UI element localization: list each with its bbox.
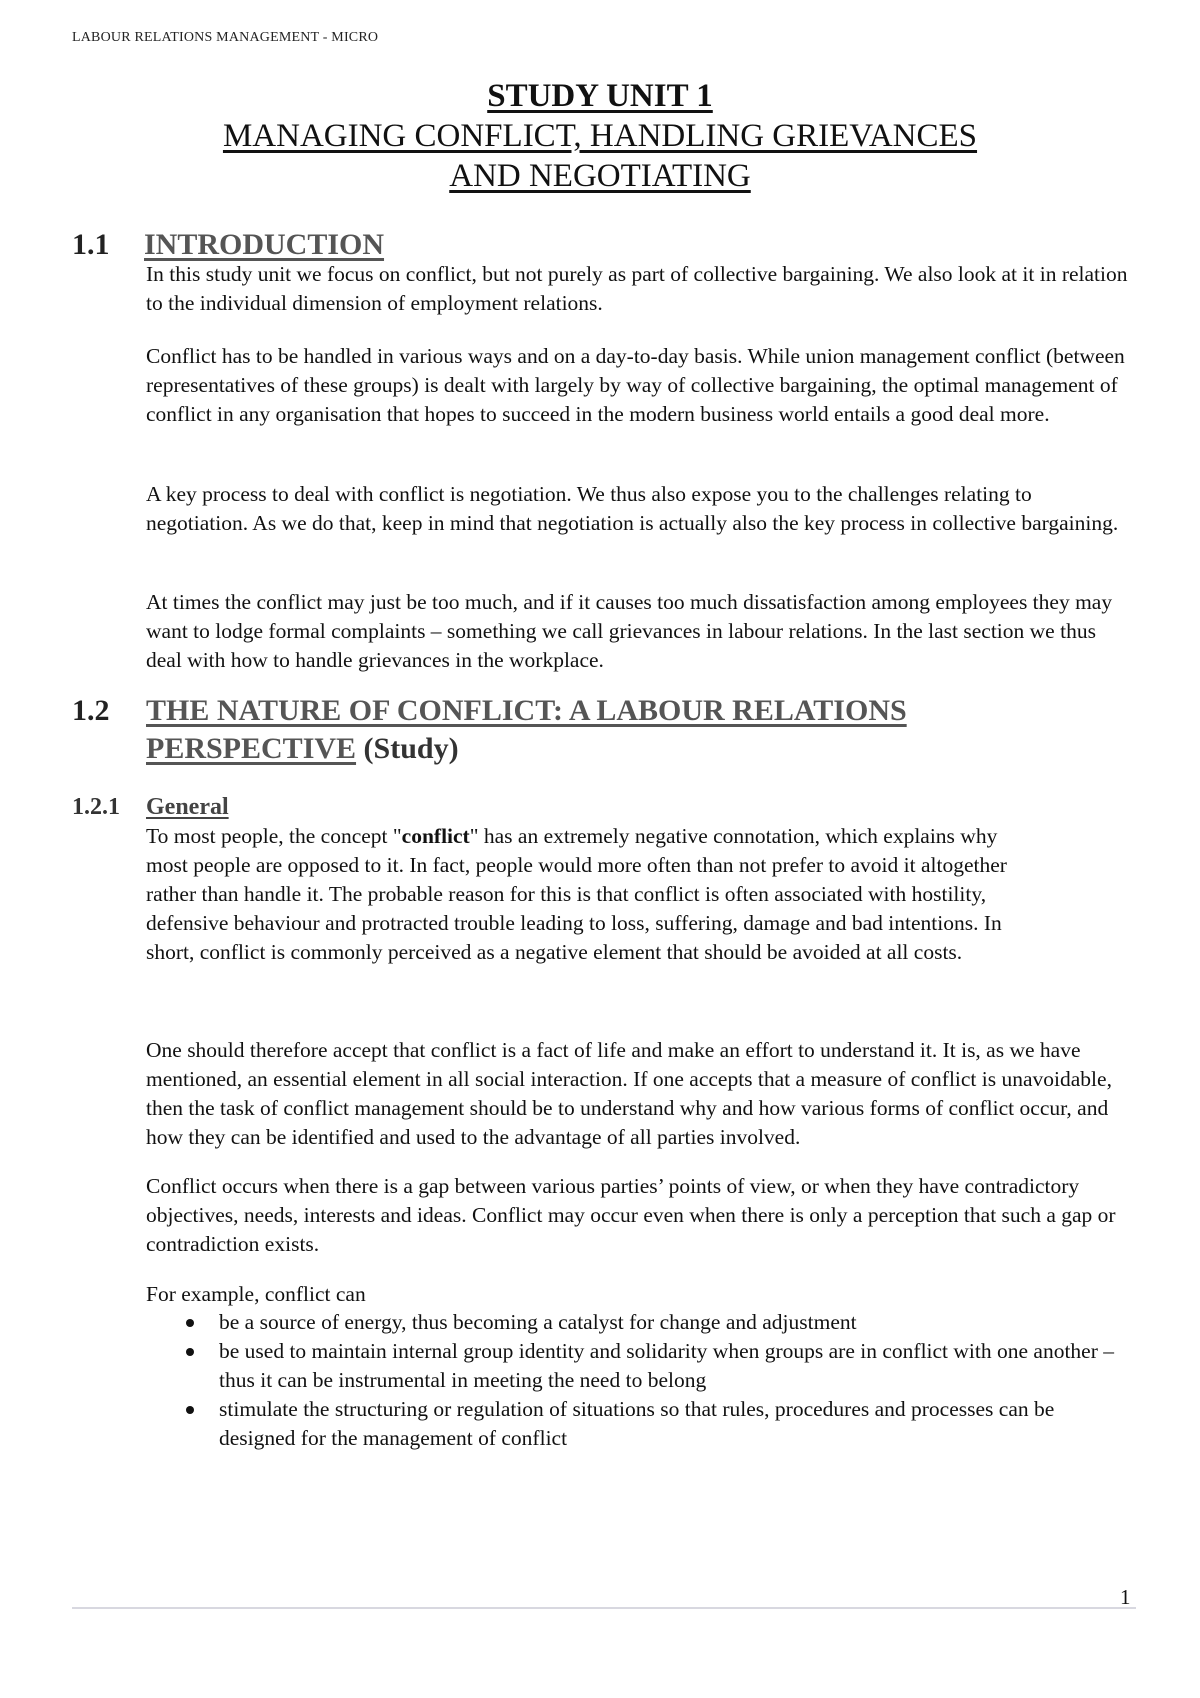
section-title-wrap [146, 694, 1046, 766]
list-item-text: stimulate the structuring or regulation of situations so that rules, procedures and processes can be designed for the management of conflict [219, 1397, 1055, 1450]
section-title: INTRODUCTION [144, 228, 385, 261]
general-paragraph-3: Conflict occurs when there is a gap between various parties’ points of view, or when they have contradictory objectives, needs, interests and ideas. Conflict may occur even when there is only a perception that such a gap or contradiction exists. [146, 1174, 1116, 1256]
list-item [146, 1337, 1136, 1395]
conflict-benefits-list [146, 1308, 1136, 1453]
document-title [0, 76, 1200, 196]
text-run: To most people, the concept " [146, 824, 402, 848]
bullet-icon [186, 1348, 194, 1356]
subsection-number: 1.2.1 [72, 794, 120, 820]
subsection-heading-1-2-1 [72, 794, 229, 821]
bullet-icon [186, 1406, 194, 1414]
general-paragraph-4: For example, conflict can [146, 1282, 366, 1306]
section-title-line-2: PERSPECTIVE [146, 732, 357, 765]
text-run: " has an extremely negative connotation, which explains why most people are opposed to it. In fact, people would more often than not prefer to avoid it altogether rather than handle it. The probable reason for this is that conflict is often associated with hostility, defensive behaviour and protracted trouble leading to loss, suffering, damage and bad intentions. In short, conflict is commonly perceived as a negative element that should be avoided at all costs. [146, 824, 1007, 964]
intro-paragraph-3: A key process to deal with conflict is negotiation. We thus also expose you to the challenges relating to negotiation. As we do that, keep in mind that negotiation is actually also the key process in collective bargaining. [146, 482, 1119, 535]
intro-paragraph-4: At times the conflict may just be too much, and if it causes too much dissatisfaction among employees they may want to lodge formal complaints – something we call grievances in labour relations. In the last section we thus deal with how to handle grievances in the workplace. [146, 590, 1113, 672]
study-tag: (Study) [363, 732, 459, 765]
study-unit-title: STUDY UNIT 1 [487, 78, 713, 114]
title-line-2: MANAGING CONFLICT, HANDLING GRIEVANCES [222, 118, 978, 154]
page-number: 1 [1120, 1585, 1131, 1609]
emphasis-term: conflict [401, 824, 470, 848]
title-line-3: AND NEGOTIATING [449, 158, 751, 194]
general-paragraph-1 [146, 822, 1026, 967]
footer-divider [72, 1607, 1136, 1609]
intro-paragraph-1: In this study unit we focus on conflict, but not purely as part of collective bargaining. We also look at it in relation to the individual dimension of employment relations. [146, 262, 1128, 315]
section-number: 1.1 [72, 228, 110, 261]
section-title-line-1: THE NATURE OF CONFLICT: A LABOUR RELATIONS [146, 694, 907, 727]
subsection-title: General [146, 794, 229, 820]
section-number: 1.2 [72, 694, 110, 727]
running-header: LABOUR RELATIONS MANAGEMENT - MICRO [72, 30, 379, 45]
section-heading-1-2 [72, 694, 907, 765]
list-item [146, 1395, 1136, 1453]
section-heading-1-1 [72, 228, 384, 262]
list-item-text: be used to maintain internal group identity and solidarity when groups are in conflict with one another – thus it can be instrumental in meeting the need to belong [219, 1339, 1115, 1392]
bullet-icon [186, 1319, 194, 1327]
intro-paragraph-2: Conflict has to be handled in various ways and on a day-to-day basis. While union management conflict (between representatives of these groups) is dealt with largely by way of collective bargaining, the optimal management of conflict in any organisation that hopes to succeed in the modern business world entails a good deal more. [146, 344, 1125, 426]
general-paragraph-2: One should therefore accept that conflict is a fact of life and make an effort to understand it. It is, as we have mentioned, an essential element in all social interaction. If one accepts that a measure of conflict is unavoidable, then the task of conflict management should be to understand why and how various forms of conflict occur, and how they can be identified and used to the advantage of all parties involved. [146, 1038, 1112, 1149]
list-item-text: be a source of energy, thus becoming a catalyst for change and adjustment [219, 1310, 857, 1334]
list-item [146, 1308, 1136, 1337]
